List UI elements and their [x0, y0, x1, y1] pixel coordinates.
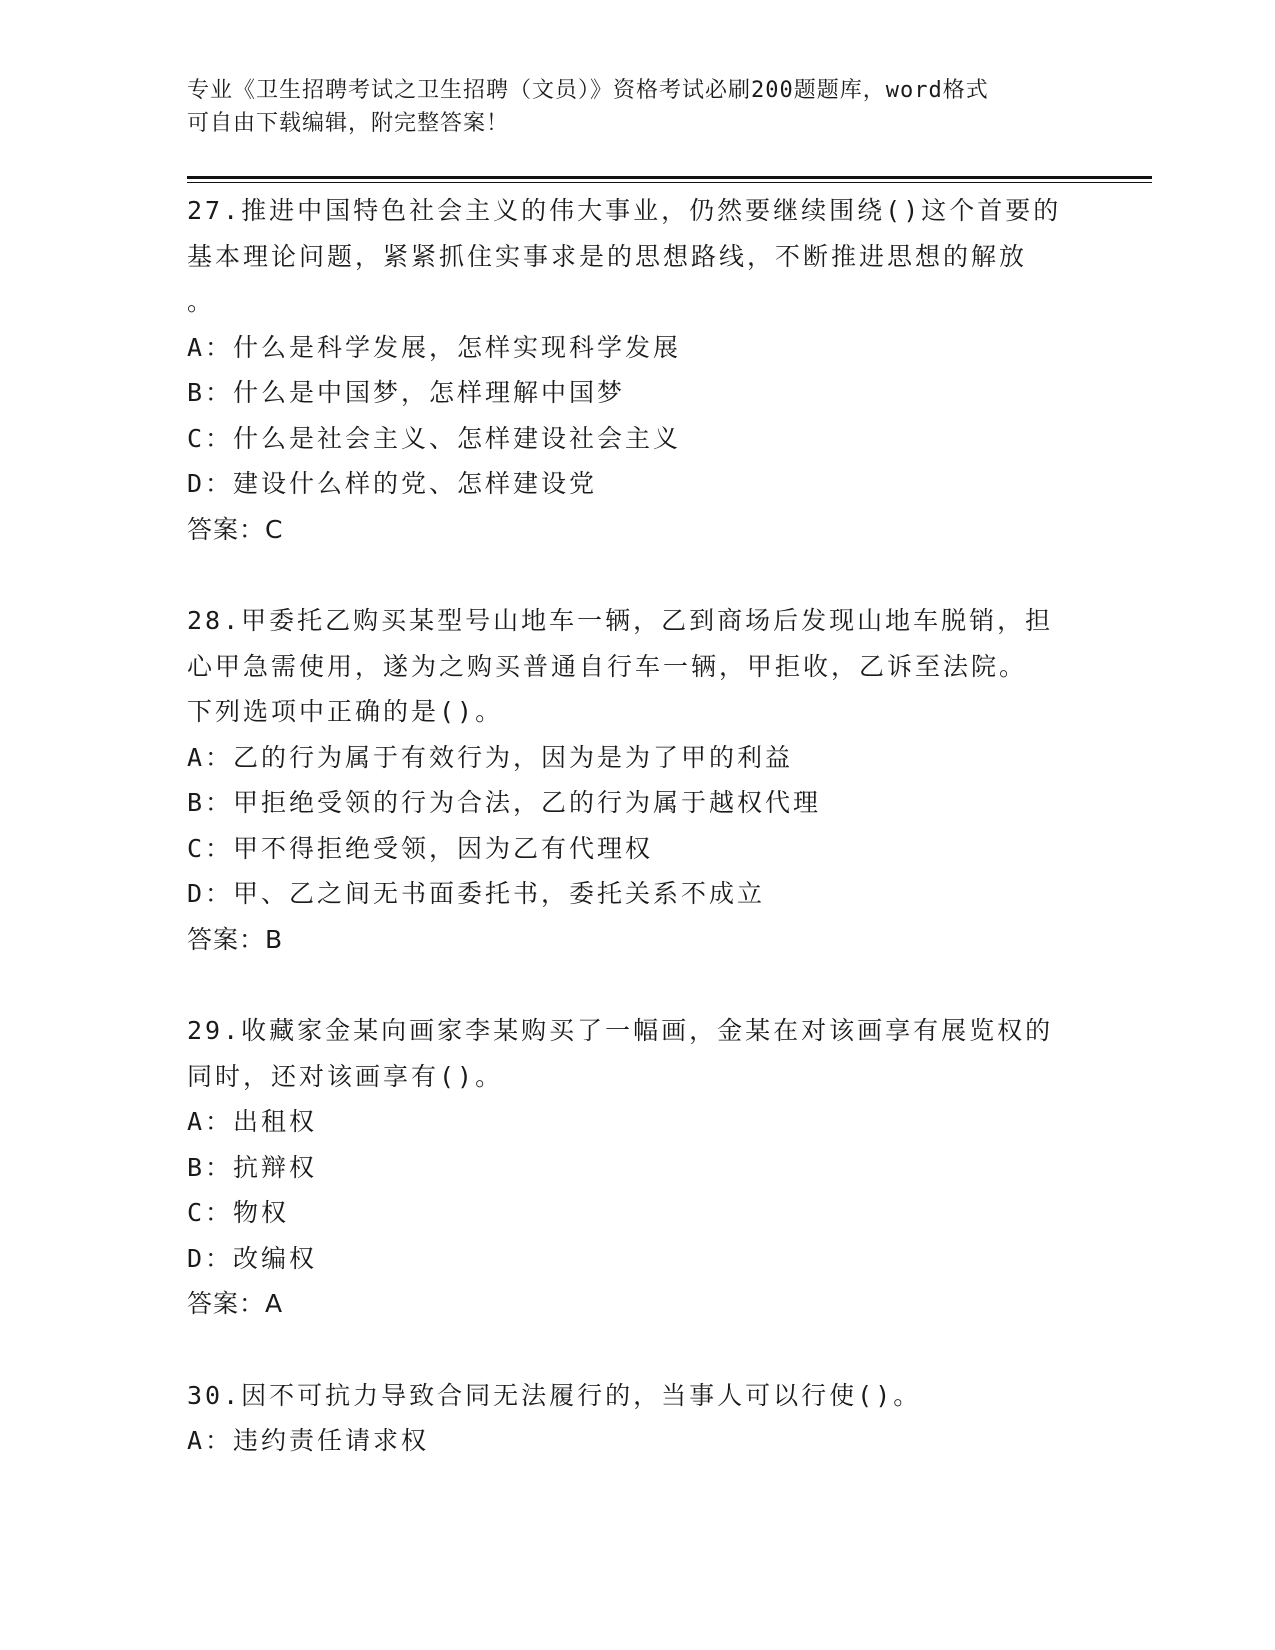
- question-text: 30.因不可抗力导致合同无法履行的，当事人可以行使()。: [187, 1380, 922, 1410]
- option-d: D：建设什么样的党、怎样建设党: [187, 469, 598, 498]
- header-line-1: 专业《卫生招聘考试之卫生招聘（文员）》资格考试必刷200题题库，word格式: [187, 78, 989, 103]
- option-a: A：什么是科学发展，怎样实现科学发展: [187, 332, 682, 362]
- option-c: C：甲不得拒绝受领，因为乙有代理权: [187, 833, 654, 863]
- answer-label: 答案：C: [187, 514, 284, 544]
- question-30: [187, 1373, 1087, 1464]
- option-b: B：什么是中国梦，怎样理解中国梦: [187, 378, 626, 407]
- option-a: A：乙的行为属于有效行为，因为是为了甲的利益: [187, 742, 794, 772]
- question-text: 心甲急需使用，遂为之购买普通自行车一辆，甲拒收，乙诉至法院。: [187, 651, 1028, 681]
- header-divider-thin: [187, 182, 1152, 183]
- answer-label: 答案：A: [187, 1289, 284, 1318]
- question-text: 下列选项中正确的是()。: [187, 697, 504, 726]
- question-27: [187, 188, 1087, 552]
- question-text: 。: [187, 287, 216, 316]
- question-text: 29.收藏家金某向画家李某购买了一幅画，金某在对该画享有展览权的: [187, 1016, 1054, 1045]
- question-29: [187, 1008, 1087, 1327]
- question-text: 27.推进中国特色社会主义的伟大事业，仍然要继续围绕()这个首要的: [187, 196, 1062, 225]
- option-c: C：什么是社会主义、怎样建设社会主义: [187, 423, 682, 453]
- option-d: D：改编权: [187, 1243, 318, 1273]
- option-a: A：出租权: [187, 1107, 318, 1136]
- document-header: [187, 74, 1067, 140]
- header-divider-thick: [187, 176, 1152, 179]
- question-28: [187, 598, 1087, 962]
- option-b: B：抗辩权: [187, 1152, 318, 1182]
- option-c: C：物权: [187, 1198, 290, 1227]
- header-line-2: 可自由下载编辑，附完整答案！: [187, 111, 510, 136]
- question-text: 基本理论问题，紧紧抓住实事求是的思想路线，不断推进思想的解放: [187, 241, 1028, 271]
- question-list: [187, 188, 1087, 1510]
- question-text: 28.甲委托乙购买某型号山地车一辆，乙到商场后发现山地车脱销，担: [187, 606, 1054, 635]
- answer-label: 答案：B: [187, 924, 284, 954]
- option-a: A：违约责任请求权: [187, 1426, 430, 1455]
- option-d: D：甲、乙之间无书面委托书，委托关系不成立: [187, 879, 766, 908]
- question-text: 同时，还对该画享有()。: [187, 1061, 504, 1091]
- option-b: B：甲拒绝受领的行为合法，乙的行为属于越权代理: [187, 788, 822, 817]
